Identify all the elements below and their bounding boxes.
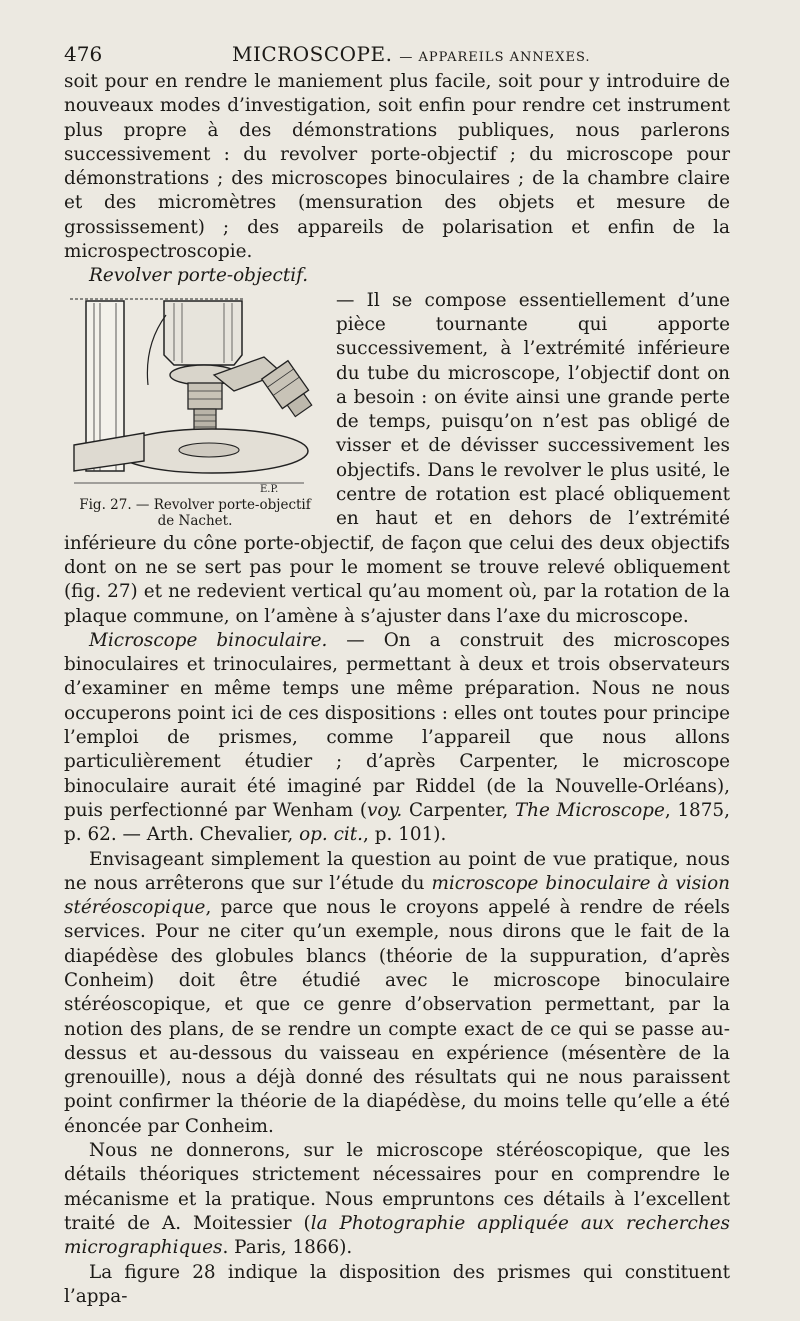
binocular-voy: voy. — [367, 799, 403, 821]
figure-27 — [64, 295, 326, 529]
revolver-engraving-illustration — [64, 295, 326, 495]
paragraph-figure-28: La figure 28 indique la disposition des prismes qui constituent l’appa- — [64, 1261, 730, 1307]
paragraph-revolver — [64, 264, 730, 288]
section-head-binocular: Microscope binoculaire. — [89, 629, 328, 651]
binocular-text-a: — On a construit des microscopes binoculaires et trinoculaires, permettant à deux et trois observateurs d’examiner en même temps une même préparation. Nous ne nous occuperons point ici de ces dispositions : elles ont toutes pour principe l’emploi de prismes, comme l’appareil que nous allons particulièrement étudier ; d’après Carpenter, le microscope binoculaire aurait été imaginé par Riddel (de la Nouvelle-Orléans), puis perfectionné par Wenham ( — [64, 629, 730, 821]
binocular-op-cit: op. cit. — [299, 824, 364, 846]
binocular-text-c: , 1875, p. 62. — Arth. Chevalier, — [64, 799, 730, 846]
page-number: 476 — [64, 42, 103, 66]
stereo-text-a: Envisageant simplement la question au point de vue pratique, nous ne nous arrêterons que sur l’étude du — [64, 848, 730, 894]
binocular-text-d: , p. 101). — [363, 824, 447, 846]
moitessier-text-b: . Paris, 1866). — [222, 1237, 353, 1259]
section-head-revolver: Revolver porte-objectif. — [89, 265, 309, 287]
moitessier-text-a: Nous ne donnerons, sur le microscope stéréoscopique, que les détails théoriques strictement nécessaires pour en comprendre le mécanisme et la pratique. Nous empruntons ces détails à l’excellent traité de A. Moitessier ( — [64, 1140, 730, 1234]
running-title — [232, 42, 591, 66]
binocular-book-title: The Microscope — [514, 799, 665, 821]
engraver-signature: E.P. — [260, 483, 279, 495]
stereo-text-b: , parce que nous le croyons appelé à rendre de réels services. Pour ne citer qu’un exemple, nous dirons que le fait de la diapédèse des globules blancs (théorie de la suppuration, d’après Conheim) doit être étudié avec le microscope binoculaire stéréoscopique, et que ce genre d’observation permettant, par la notion des plans, de se rendre un compte exact de ce qui se passe au-dessus et au-dessous du vaisseau en expérience (mésentère de la grenouille), nous a déjà donné des résultats qui ne nous paraissent point confirmer la théorie de la diapédèse, du moins telle qu’elle a été énoncée par Conheim. — [64, 897, 730, 1137]
moitessier-book-title: la Photographie appliquée aux recherches micrographiques — [64, 1212, 730, 1259]
paragraph-stereoscopic — [64, 848, 730, 1140]
body-text — [64, 70, 730, 1309]
running-head — [64, 36, 730, 70]
paragraph-list-of-devices: soit pour en rendre le maniement plus facile, soit pour y introduire de nouveaux modes d’investigation, soit enfin pour rendre cet instrument plus propre à des démonstrations publiques, nous parlerons successivement : du revolver porte-objectif ; du microscope pour démonstrations ; des microscopes binoculaires ; de la chambre claire et des micromètres (mensuration des objets et mesure de grossissement) ; des appareils de polarisation et enfin de la microspectroscopie. — [64, 71, 730, 263]
running-title-sub: — APPAREILS ANNEXES. — [399, 50, 591, 65]
paragraph-revolver-continued: — Il se compose essentiellement d’une pièce tournante qui apporte successivement, à l’extrémité inférieure du tube du microscope, l’objectif dont on a besoin : on évite ainsi une grande perte de temps, puisqu’on n’est pas obligé de visser et de dévisser successivement les objectifs. Dans le revolver le plus usité, le centre de rotation est placé obliquement en haut et en dehors de l’extrémité inférieure du cône porte-objectif, de façon que celui des deux objectifs dont on ne se sert pas pour le moment se trouve relevé obliquement (fig. 27) et ne redevient vertical qu’au moment où, par la rotation de la plaque commune, on l’amène à s’ajuster dans l’axe du microscope. — [64, 289, 730, 627]
figure-caption — [64, 497, 326, 529]
running-title-main: MICROSCOPE. — [232, 42, 393, 66]
figure-caption-line-1: Fig. 27. — Revolver porte-objectif — [79, 496, 311, 513]
paragraph-binocular — [64, 629, 730, 848]
paragraph-moitessier — [64, 1139, 730, 1260]
figure-caption-line-2: de Nachet. — [157, 512, 233, 529]
stereo-emphasis: microscope binoculaire à vision stéréoscopique — [64, 872, 731, 919]
binocular-text-b: Carpenter, — [402, 799, 515, 821]
